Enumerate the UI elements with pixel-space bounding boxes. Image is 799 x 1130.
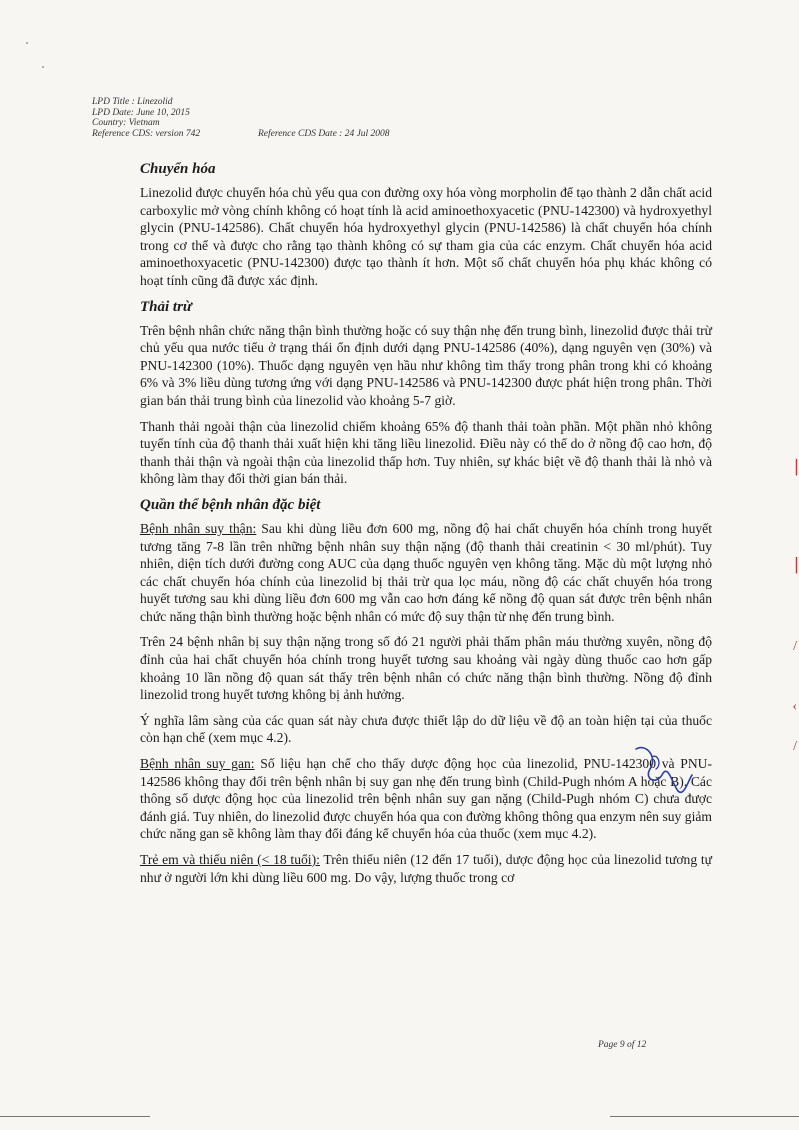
renal-impairment-paragraph-2: Trên 24 bệnh nhân bị suy thận nặng trong số đó 21 người phải thẩm phân máu thường xuyên, nồng độ đỉnh của hai chất chuyển hóa chính trong huyết tương sau khoảng vài ngày dùng thuốc cao hơn gấp khoảng 10 lần nồng độ quan sát thấy trên bệnh nhân có chức năng thận bình thường. Nồng độ đỉnh linezolid trong huyết tương không bị ảnh hưởng. [140, 634, 712, 703]
edge-stamp-fragment: ▕ [786, 559, 797, 574]
document-header [92, 97, 692, 139]
handwritten-signature [628, 735, 698, 805]
metabolism-paragraph: Linezolid được chuyển hóa chủ yếu qua con đường oxy hóa vòng morpholin để tạo thành 2 dẫn chất acid carboxylic mở vòng chính không có hoạt tính là acid aminoethoxyacetic (PNU-142300) và hydroxyethyl glycin (PNU-142586). Chất chuyển hóa hydroxyethyl glycin (PNU-142586) là chất chuyển hóa chính trong cơ thể và được cho rằng tạo thành không có sự tham gia của các enzym. Chất chuyển hóa acid aminoethoxyacetic (PNU-142300) được tạo thành ít hơn. Một số chất chuyển hóa phụ khác không có hoạt tính cũng đã được xác định. [140, 185, 712, 288]
renal-impairment-paragraph-1 [140, 520, 712, 626]
renal-impairment-label: Bệnh nhân suy thận: [140, 520, 257, 536]
hepatic-impairment-label: Bệnh nhân suy gan: [140, 756, 255, 772]
page-number: Page 9 of 12 [598, 1040, 647, 1050]
hepatic-impairment-text: Số liệu hạn chế cho thấy dược động học của linezolid, PNU-142300 và PNU-142586 không thay đổi trên bệnh nhân bị suy gan nhẹ đến trung bình (Child-Pugh nhóm A hoặc B). Các thông số dược động học của linezolid trên bệnh nhân suy gan nặng (Child-Pugh nhóm C) chưa được đánh giá. Tuy nhiên, do linezolid được chuyển hóa qua con đường không thông qua enzym nên suy giảm chức năng gan sẽ không làm thay đổi đáng kể chuyển hóa của thuốc (xem mục 4.2). [140, 756, 712, 842]
elimination-paragraph-2: Thanh thải ngoài thận của linezolid chiếm khoảng 65% độ thanh thải toàn phần. Một phần nhỏ không tuyến tính của độ thanh thải xuất hiện khi tăng liều linezolid. Điều này có thể do ở nồng độ cao hơn, độ thanh thải thận và ngoài thận của linezolid thấp hơn. Tuy nhiên, sự khác biệt về độ thanh thải là nhỏ và không làm thay đổi thời gian bán thải. [140, 418, 712, 487]
reference-cds: Reference CDS: version 742 [92, 128, 201, 139]
lpd-title: LPD Title : Linezolid [92, 97, 173, 107]
section-title-elimination: Thải trừ [140, 298, 192, 315]
renal-impairment-text: Sau khi dùng liều đơn 600 mg, nồng độ hai chất chuyển hóa chính trong huyết tương tăng 7-8 lần trên những bệnh nhân suy thận nặng (độ thanh thải creatinin < 30 ml/phút). Tuy nhiên, diện tích dưới đường cong AUC của dạng thuốc nguyên vẹn không tăng. Mặc dù một lượng nhỏ các chất chuyển hóa chính của linezolid bị thải trừ qua lọc máu, nồng độ các chất chuyển hóa trong huyết tương sau khi dùng liều đơn 600 mg vẫn cao hơn đáng kể nồng độ quan sát được trên bệnh nhân chức năng thận bình thường hoặc bệnh nhân có mức độ suy thận từ nhẹ đến trung bình. [140, 520, 712, 624]
edge-stamp-fragment: / [793, 739, 797, 754]
lpd-date: LPD Date: June 10, 2015 [92, 107, 190, 118]
elimination-paragraph-1: Trên bệnh nhân chức năng thận bình thường hoặc có suy thận nhẹ đến trung bình, linezolid được thải trừ chủ yếu qua nước tiểu ở trạng thái ổn định dưới dạng PNU-142586 (40%), dạng nguyên vẹn (30%) và PNU-142300 (10%). Thuốc dạng nguyên vẹn hầu như không tìm thấy trong phân trong khi có khoảng 6% và 3% liều dùng tương ứng với dạng PNU-142586 và PNU-142300 được phát hiện trong phân. Thời gian bán thải trung bình của linezolid vào khoảng 5-7 giờ. [140, 322, 712, 408]
scan-edge-line [0, 1116, 150, 1117]
reference-cds-date: Reference CDS Date : 24 Jul 2008 [258, 128, 390, 139]
pediatric-text: Trên thiếu niên (12 đến 17 tuổi), dược động học của linezolid tương tự như ở người lớn khi dùng liều 600 mg. Do vậy, lượng thuốc trong cơ [140, 852, 713, 885]
country: Country: Vietnam [92, 118, 160, 129]
scan-edge-line [610, 1116, 799, 1117]
section-title-metabolism: Chuyển hóa [140, 161, 216, 177]
edge-stamp-fragment: / [793, 639, 797, 654]
pediatric-paragraph [140, 851, 712, 886]
pediatric-label: Trẻ em và thiếu niên (< 18 tuổi): [140, 852, 320, 867]
scan-speck [26, 42, 28, 44]
edge-stamp-fragment: ▕ [786, 461, 797, 476]
hepatic-impairment-paragraph [140, 755, 712, 843]
document-body [140, 160, 712, 894]
renal-impairment-paragraph-3: Ý nghĩa lâm sàng của các quan sát này chưa được thiết lập do dữ liệu về độ an toàn hiện tại của thuốc còn hạn chế (xem mục 4.2). [140, 712, 712, 746]
scan-speck [42, 66, 44, 68]
section-title-special-populations: Quần thể bệnh nhân đặc biệt [140, 496, 321, 513]
edge-stamp-fragment: ‹ [792, 699, 797, 714]
